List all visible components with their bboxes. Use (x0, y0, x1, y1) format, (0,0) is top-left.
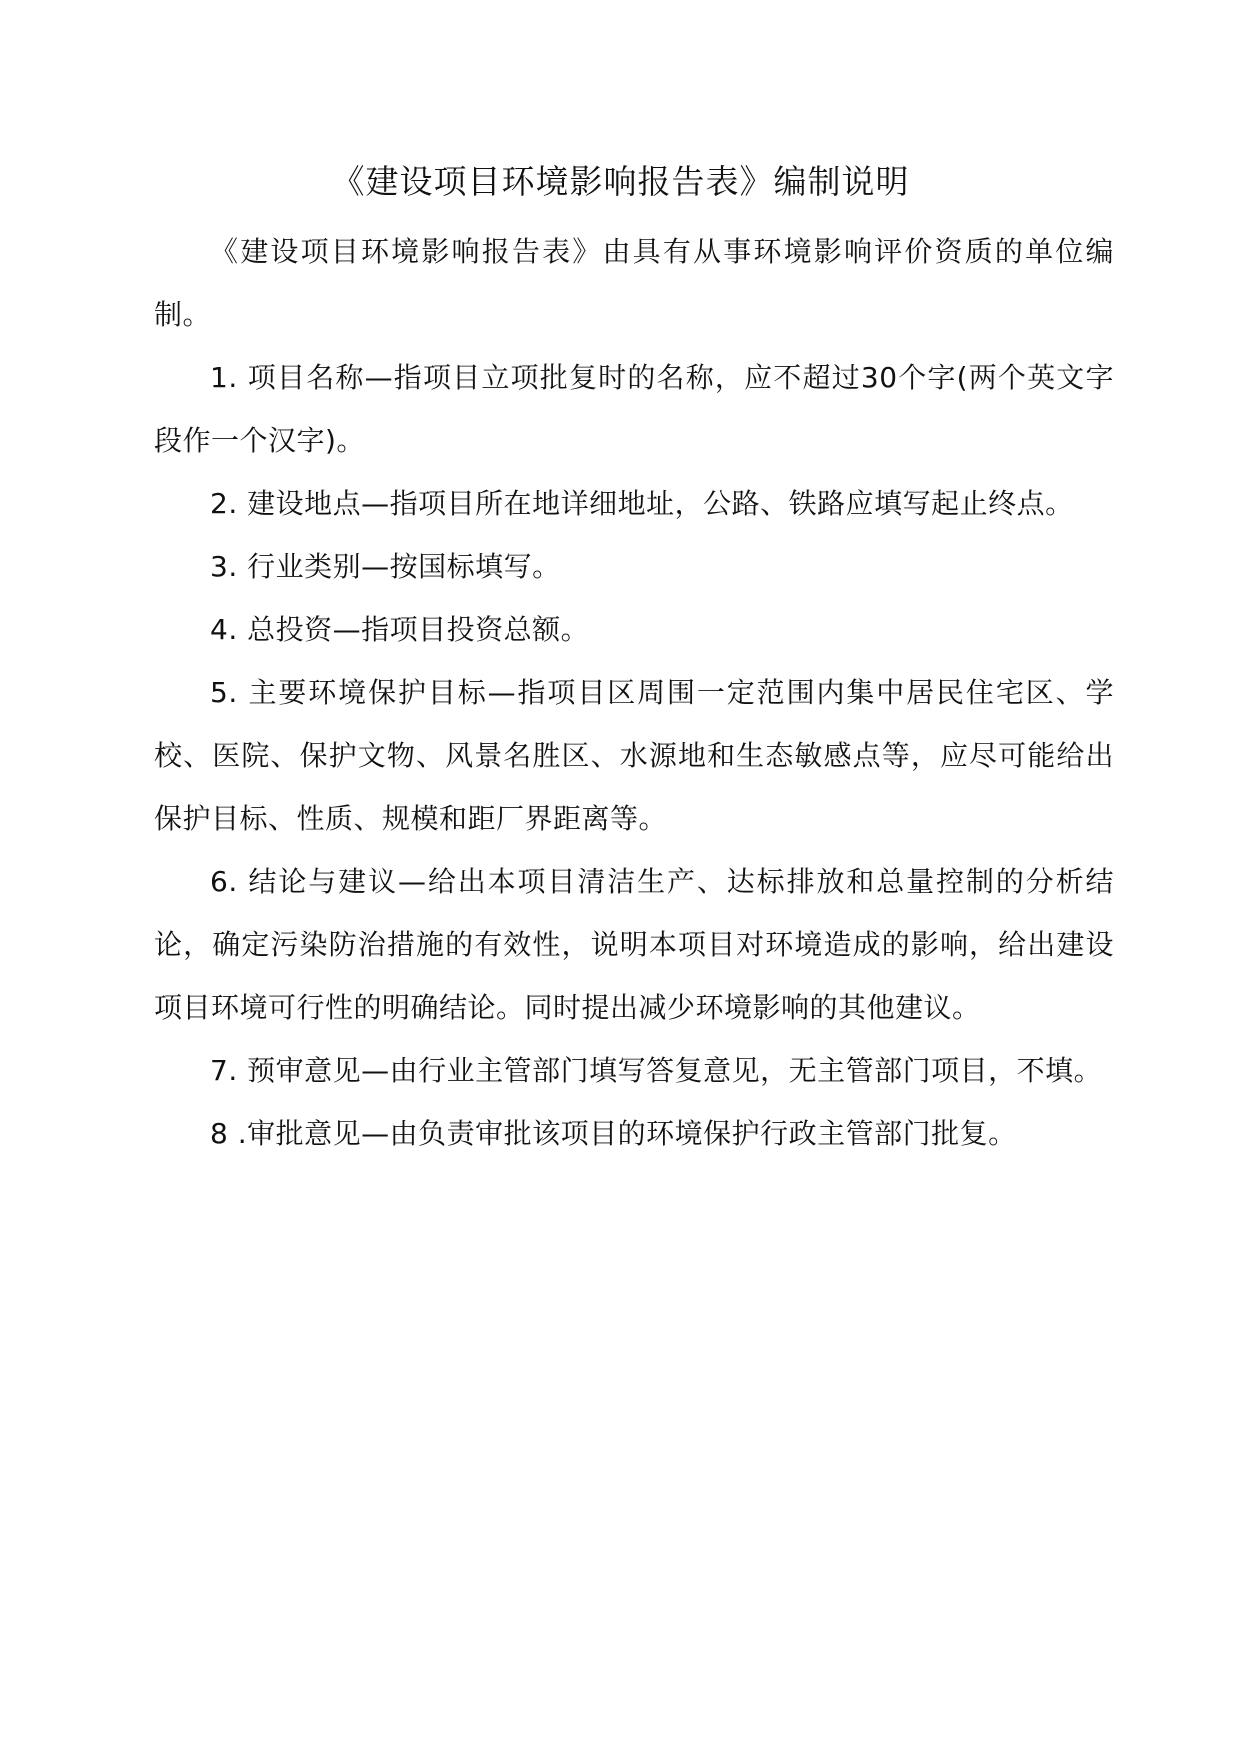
paragraph-item-4: 4. 总投资—指项目投资总额。 (210, 613, 590, 646)
paragraph-item-7: 7. 预审意见—由行业主管部门填写答复意见，无主管部门项目，不填。 (210, 1054, 1103, 1087)
document-body (154, 220, 1114, 1165)
document-title: 《建设项目环境影响报告表》编制说明 (331, 162, 910, 201)
paragraph-intro: 《建设项目环境影响报告表》由具有从事环境影响评价资质的单位编制。 (154, 235, 1114, 331)
paragraph-item-8: 8 .审批意见—由负责审批该项目的环境保护行政主管部门批复。 (210, 1117, 1017, 1150)
paragraph-item-3: 3. 行业类别—按国标填写。 (210, 550, 561, 583)
paragraph-item-5: 5. 主要环境保护目标—指项目区周围一定范围内集中居民住宅区、学校、医院、保护文物、风景名胜区、水源地和生态敏感点等，应尽可能给出保护目标、性质、规模和距厂界距离等。 (154, 676, 1114, 835)
paragraph-item-2: 2. 建设地点—指项目所在地详细地址，公路、铁路应填写起止终点。 (210, 487, 1074, 520)
paragraph-item-1: 1. 项目名称—指项目立项批复时的名称，应不超过30个字(两个英文字段作一个汉字)。 (154, 361, 1114, 457)
paragraph-item-6: 6. 结论与建议—给出本项目清洁生产、达标排放和总量控制的分析结论，确定污染防治措施的有效性，说明本项目对环境造成的影响，给出建设项目环境可行性的明确结论。同时提出减少环境影响的其他建议。 (154, 865, 1114, 1024)
